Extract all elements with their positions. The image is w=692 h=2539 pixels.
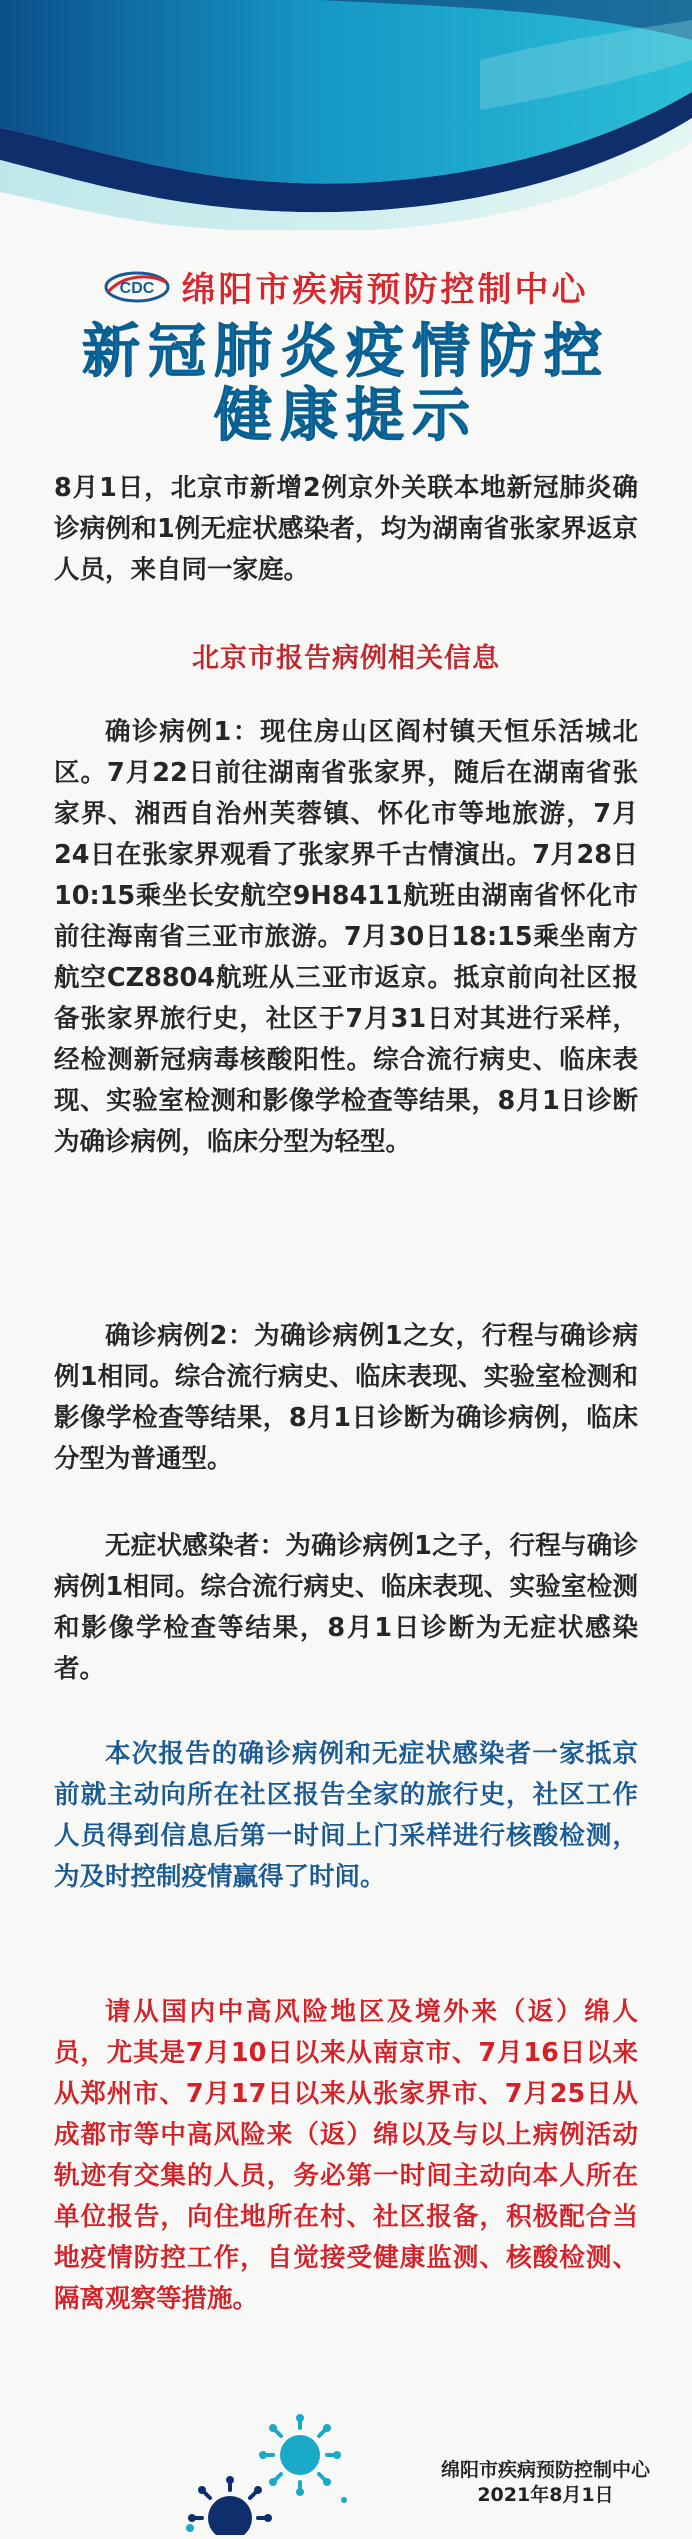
page-title-line-2: 健康提示 — [213, 381, 478, 449]
asymptomatic-paragraph: 无症状感染者：为确诊病例1之子，行程与确诊病例1相同。综合流行病史、临床表现、实验室检测和影像学检查等结果，8月1日诊断为无症状感染者。 — [54, 1531, 638, 1684]
case-2-paragraph: 确诊病例2：为确诊病例1之女，行程与确诊病例1相同。综合流行病史、临床表现、实验室检测和影像学检查等结果，8月1日诊断为确诊病例，临床分型为普通型。 — [54, 1321, 638, 1474]
cdc-logo-icon — [104, 270, 170, 304]
footer-signature — [441, 2458, 650, 2508]
case-1-paragraph: 确诊病例1：现住房山区阎村镇天恒乐活城北区。7月22日前往湖南省张家界，随后在湖南省张家界、湘西自治州芙蓉镇、怀化市等地旅游，7月24日在张家界观看了张家界千古情演出。7月28日10:15乘坐长安航空9H8411航班由湖南省怀化市前往海南省三亚市旅游。7月30日18:15乘坐南方航空CZ8804航班从三亚市返京。抵京前向社区报备张家界旅行史，社区于7月31日对其进行采样，经检测新冠病毒核酸阳性。综合流行病史、临床表现、实验室检测和影像学检查等结果，8月1日诊断为确诊病例，临床分型为轻型。 — [54, 717, 638, 1157]
page-title-line-1: 新冠肺炎疫情防控 — [81, 317, 610, 385]
virus-icon-large — [259, 2414, 341, 2496]
brand-row — [0, 262, 692, 311]
footer-org: 绵阳市疾病预防控制中心 — [440, 2459, 650, 2481]
footer-date: 2021年8月1日 — [477, 2484, 614, 2506]
intro-paragraph: 8月1日，北京市新增2例京外关联本地新冠肺炎确诊病例和1例无症状感染者，均为湖南省张家界返京人员，来自同一家庭。 — [54, 473, 638, 585]
section-heading: 北京市报告病例相关信息 — [192, 643, 500, 674]
header-wave-decoration — [0, 0, 692, 230]
org-name: 绵阳市疾病预防控制中心 — [181, 270, 589, 310]
warning-paragraph: 请从国内中高风险地区及境外来（返）绵人员，尤其是7月10日以来从南京市、7月16日以来从郑州市、7月17日以来从张家界市、7月25日从成都市等中高风险来（返）绵以及与以上病例活动轨迹有交集的人员，务必第一时间主动向本人所在单位报告，向住地所在村、社区报备，积极配合当地疫情防控工作，自觉接受健康监测、核酸检测、隔离观察等措施。 — [54, 1997, 638, 2314]
note-paragraph: 本次报告的确诊病例和无症状感染者一家抵京前就主动向所在社区报告全家的旅行史，社区工作人员得到信息后第一时间上门采样进行核酸检测，为及时控制疫情赢得了时间。 — [54, 1739, 638, 1892]
virus-icon-small — [188, 2476, 272, 2535]
svg-text:CDC: CDC — [119, 279, 154, 297]
virus-decoration — [130, 2400, 370, 2535]
